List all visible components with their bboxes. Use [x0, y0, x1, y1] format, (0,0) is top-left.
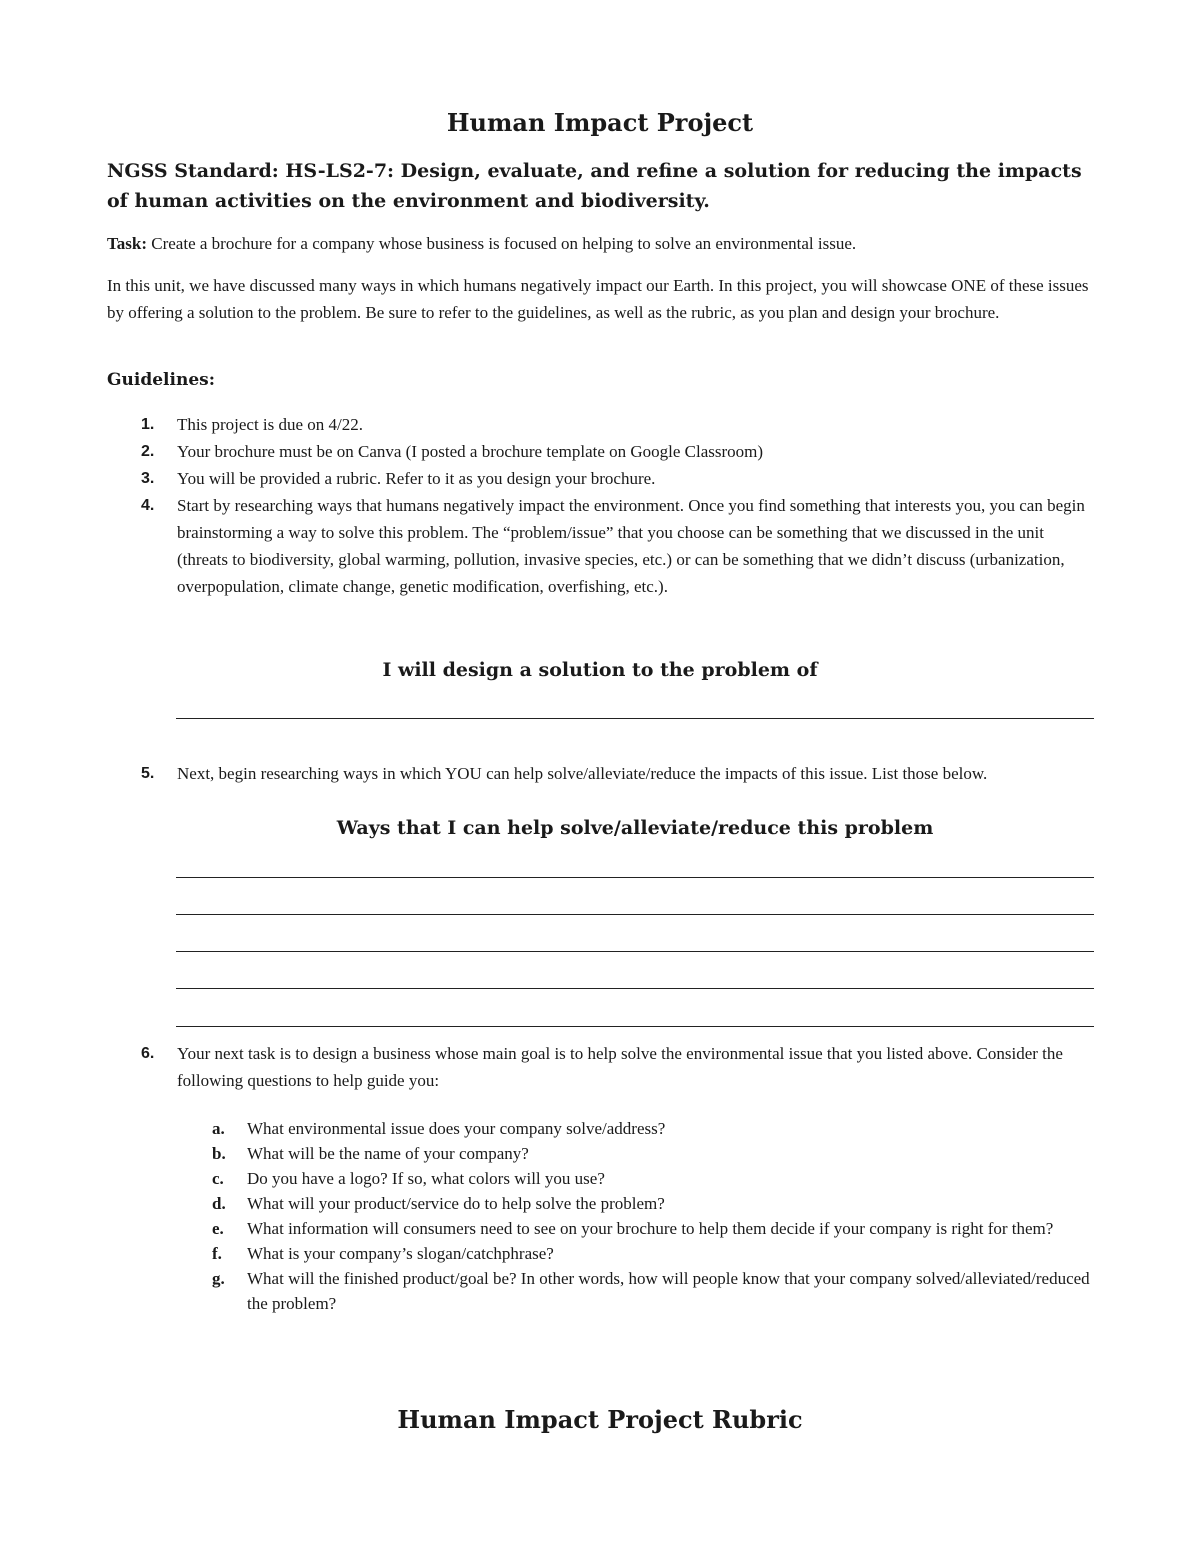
question-item	[107, 1166, 1097, 1191]
question-item	[107, 1191, 1097, 1216]
question-text: What environmental issue does your company solve/address?	[247, 1119, 666, 1138]
question-text: What will the finished product/goal be? In other words, how will people know that your company solved/alleviated/reduced the problem?	[247, 1269, 1090, 1313]
question-letter: b.	[212, 1144, 226, 1163]
question-text: What will your product/service do to help solve the problem?	[247, 1194, 665, 1213]
question-item	[107, 1241, 1097, 1266]
task-label: Task:	[107, 234, 148, 253]
list-item	[107, 438, 1097, 465]
question-text: What information will consumers need to see on your brochure to help them decide if your company is right for them?	[247, 1219, 1054, 1238]
question-text: What is your company’s slogan/catchphrase?	[247, 1244, 554, 1263]
list-number: 3.	[141, 470, 155, 487]
list-item-text: Start by researching ways that humans negatively impact the environment. Once you find something that interests you, you can begin brainstorming a way to solve this problem. The “problem/issue” that you choose can be something that we discussed in the unit (threats to biodiversity, global warming, pollution, invasive species, etc.) or can be something that we didn’t discuss (urbanization, overpopulation, climate change, genetic modification, overfishing, etc.).	[177, 496, 1085, 596]
list-item	[107, 1040, 1097, 1094]
step-6	[107, 1040, 1097, 1094]
answer-line[interactable]	[176, 718, 1094, 719]
intro-paragraph: In this unit, we have discussed many ways in which humans negatively impact our Earth. In this project, you will showcase ONE of these issues by offering a solution to the problem. Be sure to refer to the guidelines, as well as the rubric, as you plan and design your brochure.	[107, 276, 1089, 322]
question-letter: g.	[212, 1269, 225, 1288]
question-letter: e.	[212, 1219, 224, 1238]
question-item	[107, 1216, 1097, 1241]
question-text: Do you have a logo? If so, what colors will you use?	[247, 1169, 605, 1188]
list-item	[107, 465, 1097, 492]
solution-prompt: I will design a solution to the problem of	[382, 659, 818, 681]
answer-line[interactable]	[176, 877, 1094, 878]
question-text: What will be the name of your company?	[247, 1144, 529, 1163]
list-item-text: Your brochure must be on Canva (I posted a brochure template on Google Classroom)	[177, 442, 764, 461]
task-text: Create a brochure for a company whose business is focused on helping to solve an environmental issue.	[147, 234, 857, 253]
list-item-text: Next, begin researching ways in which YOU can help solve/alleviate/reduce the impacts of this issue. List those below.	[177, 764, 988, 783]
list-item	[107, 411, 1097, 438]
task-paragraph	[107, 230, 1097, 257]
list-item-text: This project is due on 4/22.	[177, 415, 364, 434]
answer-line[interactable]	[176, 1026, 1094, 1027]
list-item	[107, 760, 1097, 787]
question-letter: d.	[212, 1194, 226, 1213]
answer-line[interactable]	[176, 914, 1094, 915]
guiding-questions	[107, 1116, 1097, 1316]
answer-line[interactable]	[176, 951, 1094, 952]
question-letter: f.	[212, 1244, 222, 1263]
list-number: 6.	[141, 1045, 155, 1062]
ways-heading: Ways that I can help solve/alleviate/reduce this problem	[336, 817, 934, 839]
list-number: 5.	[141, 765, 155, 782]
list-item-text: Your next task is to design a business whose main goal is to help solve the environmental issue that you listed above. Consider the following questions to help guide you:	[177, 1044, 1063, 1090]
question-item	[107, 1266, 1097, 1316]
list-item	[107, 492, 1097, 600]
question-letter: a.	[212, 1119, 225, 1138]
list-number: 2.	[141, 443, 155, 460]
question-item	[107, 1141, 1097, 1166]
list-number: 4.	[141, 497, 155, 514]
rubric-title: Human Impact Project Rubric	[397, 1405, 803, 1434]
question-item	[107, 1116, 1097, 1141]
page-title: Human Impact Project	[446, 108, 754, 137]
step-5	[107, 760, 1097, 787]
guidelines-list	[107, 411, 1097, 600]
answer-line[interactable]	[176, 988, 1094, 989]
list-number: 1.	[141, 416, 155, 433]
list-item-text: You will be provided a rubric. Refer to it as you design your brochure.	[177, 469, 656, 488]
guidelines-label: Guidelines:	[107, 370, 215, 390]
ngss-standard: NGSS Standard: HS-LS2-7: Design, evaluate, and refine a solution for reducing the impacts of human activities on the environment and biodiversity.	[107, 160, 1082, 212]
question-letter: c.	[212, 1169, 224, 1188]
